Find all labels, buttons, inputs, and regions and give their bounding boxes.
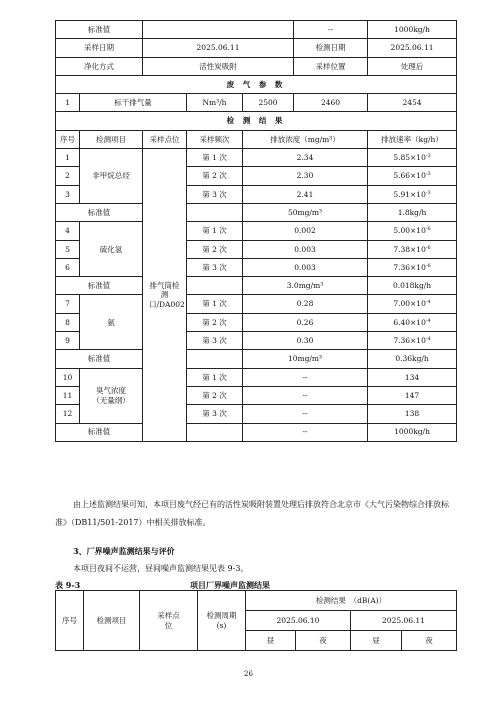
rate-value: 6.40×10 [393,317,426,327]
header-no: 序号 [56,130,80,148]
standard-label: 标准值 [56,423,143,441]
result-title: 检 测 结 果 [56,112,457,130]
row-no: 6 [56,258,80,276]
row-no: 10 [56,368,80,386]
gas-param-value-3: 2454 [368,94,457,112]
item-name: 硫化氢 [80,222,143,277]
row-concentration: 0.26 [243,313,368,331]
row-frequency: 第 2 次 [187,240,243,258]
rate-value: 5.66×10 [393,171,426,181]
row-no: 1 [56,149,80,167]
rate-exponent: -4 [425,317,431,324]
row-concentration: 0.003 [243,240,368,258]
row-concentration: 0.28 [243,295,368,313]
gas-param-value-1: 2500 [243,94,294,112]
standard-blank [187,423,243,441]
top-row-label-2: -- [294,21,368,39]
rate-value: 134 [404,372,420,382]
standard-label: 标准值 [56,203,143,221]
row-no: 3 [56,185,80,203]
row-concentration: -- [243,386,368,404]
gas-param-no: 1 [56,94,80,112]
row-frequency: 第 1 次 [187,149,243,167]
sample-point: 排气筒检测口/DA002 [143,149,187,442]
row-concentration: 0.30 [243,332,368,350]
rate-exponent: -6 [425,244,431,251]
row-no: 12 [56,405,80,423]
section-heading: 3、厂界噪声监测结果与评价 [73,546,175,556]
top-row-value-2: 1000kg/h [368,21,457,39]
row-concentration: 2.30 [243,167,368,185]
rate-value: 5.00×10 [393,226,426,236]
rate-value: 5.91×10 [393,189,426,199]
top-row-label: 采样日期 [56,39,143,57]
section-text: 本项目夜间不运营，昼间噪声监测结果见表 9-3。 [73,564,249,573]
top-row-label-2: 采样位置 [294,57,368,75]
row-rate [368,386,457,404]
noise-header-no: 序号 [56,591,84,651]
row-frequency: 第 3 次 [187,185,243,203]
standard-concentration: -- [243,423,368,441]
rate-exponent: -6 [425,226,431,233]
top-row-value [143,21,294,39]
standard-blank [187,203,243,221]
standard-concentration: 10mg/m³ [243,350,368,368]
top-row-label-2: 检测日期 [294,39,368,57]
noise-header-result: 检测结果 （dB(A)） [246,591,457,611]
top-row-label: 净化方式 [56,57,143,75]
header-conc: 排放浓度（mg/m³） [243,130,368,148]
row-rate [368,167,457,185]
row-rate [368,240,457,258]
rate-value: 7.38×10 [393,244,426,254]
noise-header-day2: 昼 [351,631,402,651]
noise-header-day1: 昼 [246,631,296,651]
standard-rate: 1.8kg/h [368,203,457,221]
row-rate [368,405,457,423]
top-row-value: 2025.06.11 [143,39,294,57]
item-name: 非甲烷总烃 [80,149,143,204]
row-concentration: -- [243,368,368,386]
row-frequency: 第 1 次 [187,295,243,313]
rate-exponent: -4 [425,299,431,306]
noise-header-point: 采样点位 [140,591,198,651]
row-rate [368,313,457,331]
row-concentration: 2.34 [243,149,368,167]
header-point: 采样点位 [143,130,187,148]
gas-param-name: 标干排气量 [80,94,187,112]
row-no: 2 [56,167,80,185]
standard-label: 标准值 [56,277,143,295]
row-no: 9 [56,332,80,350]
rate-exponent: -3 [425,171,431,178]
header-rate: 排放速率（kg/h） [368,130,457,148]
item-name: 臭气浓度（无量纲） [80,368,143,423]
rate-value: 138 [404,409,420,419]
top-row-value: 活性炭吸附 [143,57,294,75]
row-frequency: 第 2 次 [187,313,243,331]
rate-exponent: -4 [425,336,431,342]
conclusion-paragraph: 由上述监测结果可知，本项目废气经已有的活性炭吸附装置处理后排放符合北京市《大气污染物综合排放标准》（DB11/501-2017）中相关排放标准。 [55,500,449,527]
rate-exponent: -3 [425,153,431,160]
standard-concentration: 3.0mg/m³ [243,277,368,295]
row-frequency: 第 2 次 [187,167,243,185]
page-number: 26 [244,670,253,678]
noise-header-night2: 夜 [402,631,457,651]
row-no: 8 [56,313,80,331]
row-frequency: 第 3 次 [187,258,243,276]
row-frequency: 第 3 次 [187,405,243,423]
exhaust-monitoring-table [55,20,457,442]
noise-header-item: 检测项目 [84,591,140,651]
row-concentration: 2.41 [243,185,368,203]
row-concentration: 0.002 [243,222,368,240]
gas-param-unit: Nm³/h [187,94,243,112]
noise-header-night1: 夜 [296,631,351,651]
table-caption-title: 项目厂界噪声监测结果 [190,580,270,590]
row-frequency: 第 1 次 [187,222,243,240]
row-rate [368,149,457,167]
noise-monitoring-table [55,590,457,651]
standard-label: 标准值 [56,350,143,368]
top-row-value-2: 2025.06.11 [368,39,457,57]
top-row-value-2: 处理后 [368,57,457,75]
rate-exponent: -3 [425,189,431,196]
standard-concentration: 50mg/m³ [243,203,368,221]
header-item: 检测项目 [80,130,143,148]
standard-rate: 1000kg/h [368,423,457,441]
noise-header-period: 检测周期(s) [198,591,246,651]
rate-value: 7.00×10 [393,299,426,309]
row-frequency: 第 3 次 [187,332,243,350]
row-rate [368,368,457,386]
row-no: 4 [56,222,80,240]
gas-param-title: 废 气 参 数 [56,75,457,93]
row-rate [368,258,457,276]
gas-param-value-2: 2460 [294,94,368,112]
standard-blank [187,350,243,368]
rate-value: 7.36×10 [393,262,426,272]
row-frequency: 第 1 次 [187,368,243,386]
standard-blank [187,277,243,295]
rate-exponent: -6 [425,262,431,269]
standard-rate: 0.36kg/h [368,350,457,368]
rate-value: 5.85×10 [393,153,426,163]
item-name: 氨 [80,295,143,350]
row-rate [368,295,457,313]
top-row-label: 标准值 [56,21,143,39]
row-no: 5 [56,240,80,258]
row-rate [368,222,457,240]
row-no: 7 [56,295,80,313]
row-concentration: -- [243,405,368,423]
row-no: 11 [56,386,80,404]
noise-header-date1: 2025.06.10 [246,611,351,631]
rate-value: 147 [404,390,420,400]
noise-header-date2: 2025.06.11 [351,611,457,631]
row-rate [368,332,457,350]
header-freq: 采样频次 [187,130,243,148]
row-concentration: 0.003 [243,258,368,276]
standard-rate: 0.018kg/h [368,277,457,295]
row-rate [368,185,457,203]
table-caption-number: 表 9-3 [55,580,81,590]
row-frequency: 第 2 次 [187,386,243,404]
rate-value: 7.36×10 [393,336,426,345]
